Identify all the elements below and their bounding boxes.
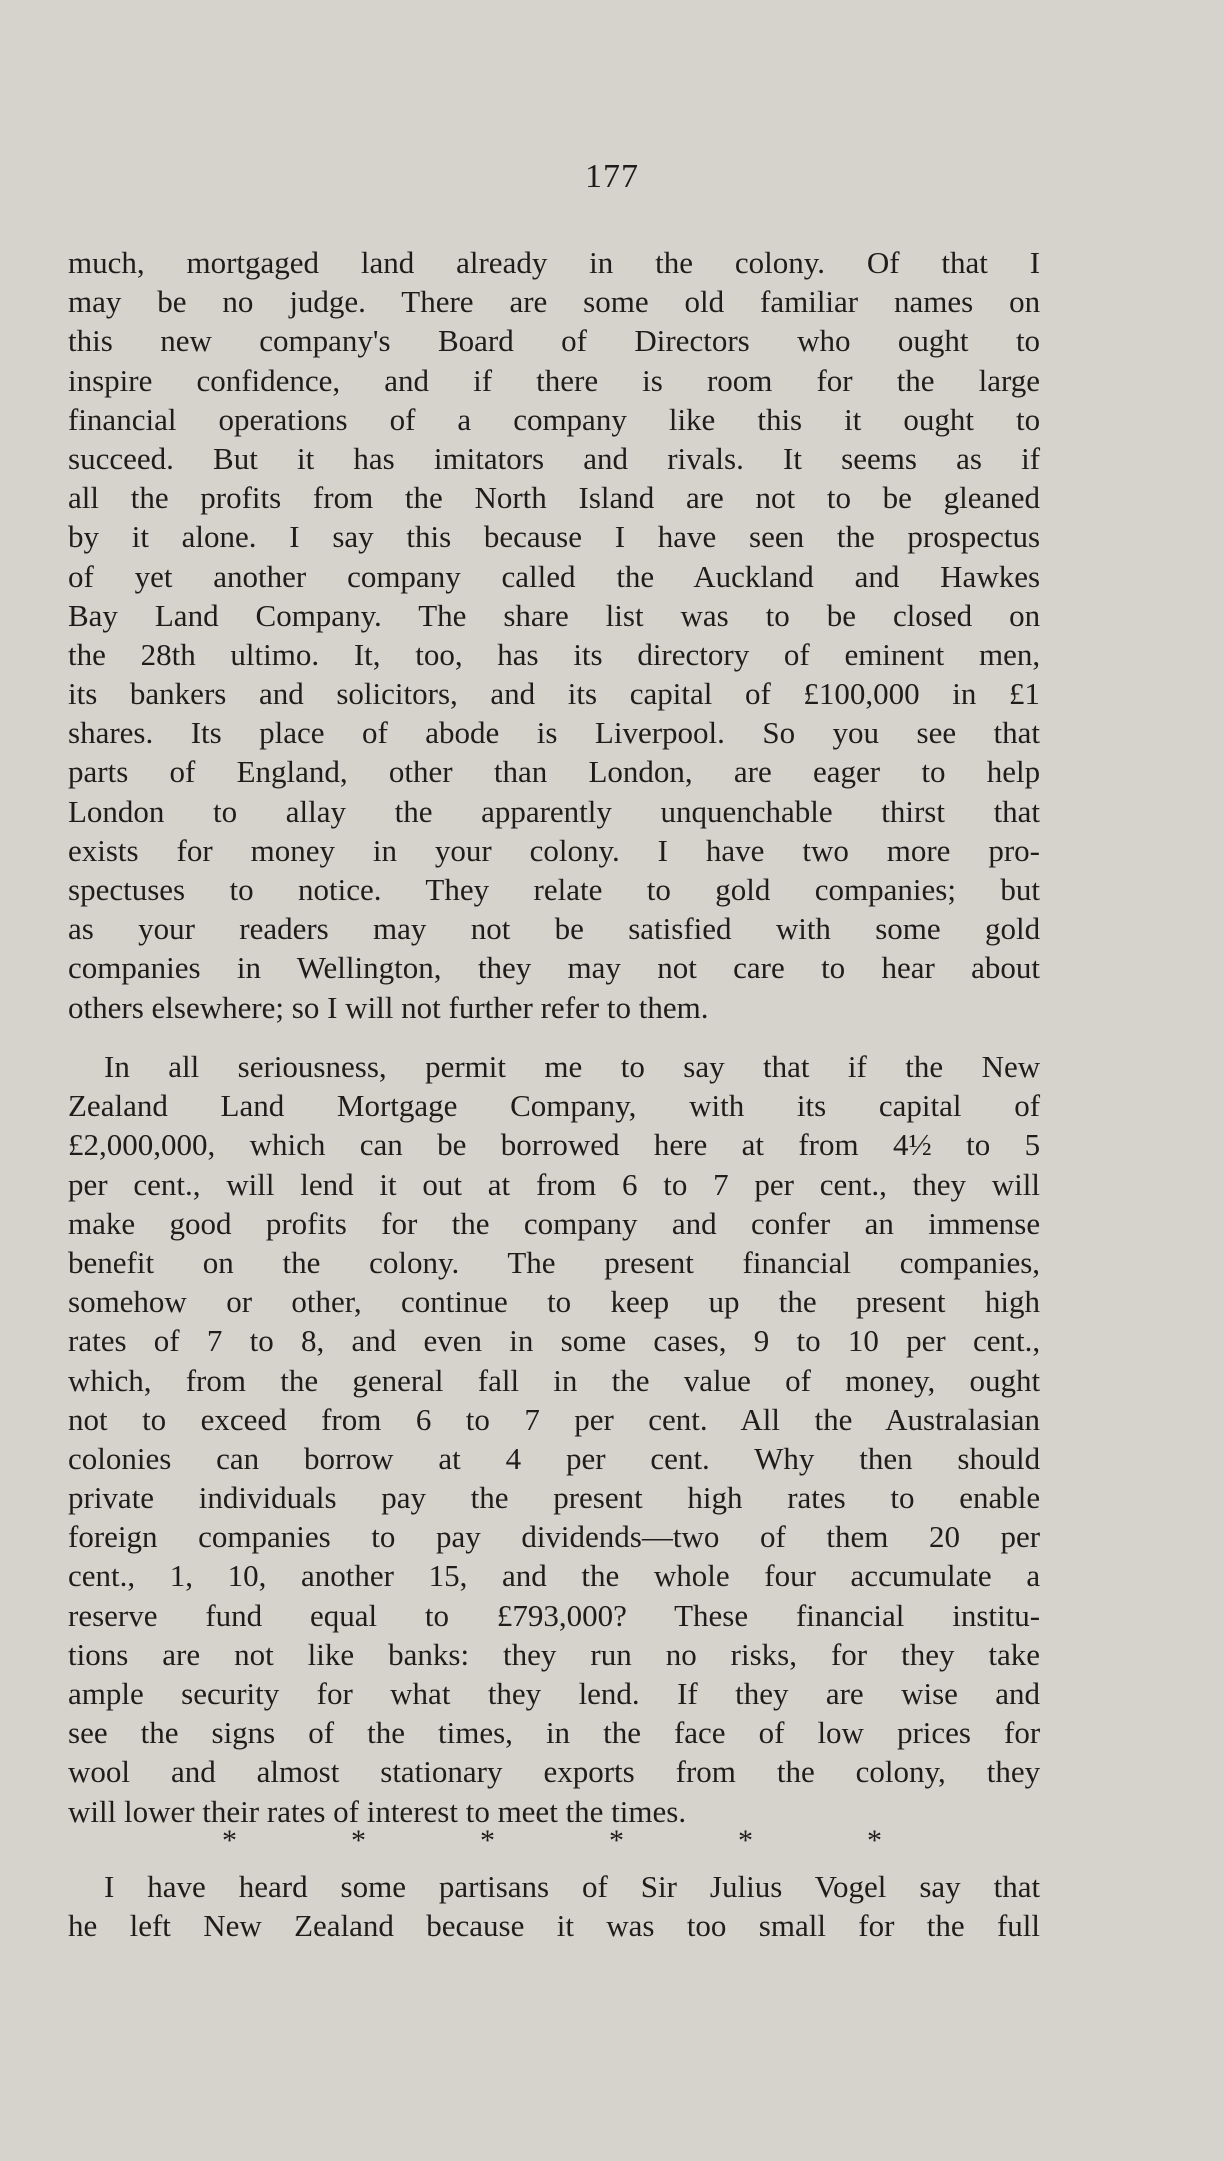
text-line: somehow or other, continue to keep up the present high xyxy=(68,1284,1041,1320)
text-line: Zealand Land Mortgage Company, with its capital of xyxy=(68,1088,1041,1124)
text-line: parts of England, other than London, are eager to help xyxy=(68,754,1041,790)
text-line: its bankers and solicitors, and its capital of £100,000 in £1 xyxy=(68,676,1041,712)
text-line: colonies can borrow at 4 per cent. Why then should xyxy=(68,1440,1041,1476)
text-line: Bay Land Company. The share list was to be closed on xyxy=(68,597,1041,633)
text-line: see the signs of the times, in the face of low prices for xyxy=(68,1715,1041,1751)
page-number: 177 xyxy=(585,158,639,195)
asterism: * xyxy=(222,1824,237,1857)
text-line: financial operations of a company like this it ought to xyxy=(68,401,1041,437)
asterism: * xyxy=(609,1824,624,1857)
asterism: * xyxy=(351,1824,366,1857)
text-line: will lower their rates of interest to meet the times. xyxy=(68,1793,687,1829)
text-line: as your readers may not be satisfied with some gold xyxy=(68,911,1041,947)
asterism: * xyxy=(867,1824,882,1857)
text-line: wool and almost stationary exports from the colony, they xyxy=(68,1754,1041,1790)
text-line: not to exceed from 6 to 7 per cent. All the Australasian xyxy=(68,1401,1041,1437)
text-line: the 28th ultimo. It, too, has its directory of eminent men, xyxy=(68,636,1041,672)
text-line: shares. Its place of abode is Liverpool. So you see that xyxy=(68,715,1041,751)
text-line: all the profits from the North Island are not to be gleaned xyxy=(68,480,1041,516)
text-line: this new company's Board of Directors who ought to xyxy=(68,323,1041,359)
text-line: London to allay the apparently unquenchable thirst that xyxy=(68,793,1041,829)
text-line: rates of 7 to 8, and even in some cases, 9 to 10 per cent., xyxy=(68,1323,1041,1359)
paragraph-2 xyxy=(68,1047,1040,1831)
text-line: ample security for what they lend. If they are wise and xyxy=(68,1676,1041,1711)
text-line: others elsewhere; so I will not further refer to them. xyxy=(68,989,709,1025)
text-line: cent., 1, 10, another 15, and the whole four accumulate a xyxy=(68,1558,1041,1594)
paragraph-3 xyxy=(68,1867,1040,1945)
text-line: benefit on the colony. The present financial companies, xyxy=(68,1244,1041,1280)
text-line: much, mortgaged land already in the colony. Of that I xyxy=(68,245,1041,280)
paragraph-1 xyxy=(68,243,1040,1027)
text-line: foreign companies to pay dividends—two of them 20 per xyxy=(68,1519,1041,1555)
text-line: per cent., will lend it out at from 6 to 7 per cent., they will xyxy=(68,1166,1041,1202)
text-line: by it alone. I say this because I have seen the prospectus xyxy=(68,519,1041,555)
text-line: spectuses to notice. They relate to gold companies; but xyxy=(68,872,1041,907)
text-line: which, from the general fall in the value of money, ought xyxy=(68,1362,1041,1398)
text-line: he left New Zealand because it was too small for the full xyxy=(68,1908,1041,1944)
text-line: reserve fund equal to £793,000? These financial institu- xyxy=(68,1597,1041,1633)
text-line: In all seriousness, permit me to say that if the New xyxy=(104,1049,1041,1084)
text-line: may be no judge. There are some old familiar names on xyxy=(68,284,1041,320)
asterism: * xyxy=(738,1824,753,1857)
asterism: * xyxy=(480,1824,495,1857)
text-line: private individuals pay the present high rates to enable xyxy=(68,1480,1041,1516)
text-line: companies in Wellington, they may not care to hear about xyxy=(68,950,1041,986)
text-line: tions are not like banks: they run no risks, for they take xyxy=(68,1636,1041,1672)
text-line: I have heard some partisans of Sir Julius Vogel say that xyxy=(104,1869,1041,1904)
text-line: make good profits for the company and confer an immense xyxy=(68,1205,1041,1241)
text-line: of yet another company called the Auckland and Hawkes xyxy=(68,558,1041,594)
text-line: succeed. But it has imitators and rivals. It seems as if xyxy=(68,440,1041,476)
text-line: inspire confidence, and if there is room for the large xyxy=(68,362,1041,398)
section-break-asterisms xyxy=(222,1824,882,1858)
text-line: exists for money in your colony. I have two more pro- xyxy=(68,832,1040,868)
text-line: £2,000,000, which can be borrowed here at from 4½ to 5 xyxy=(68,1127,1041,1163)
